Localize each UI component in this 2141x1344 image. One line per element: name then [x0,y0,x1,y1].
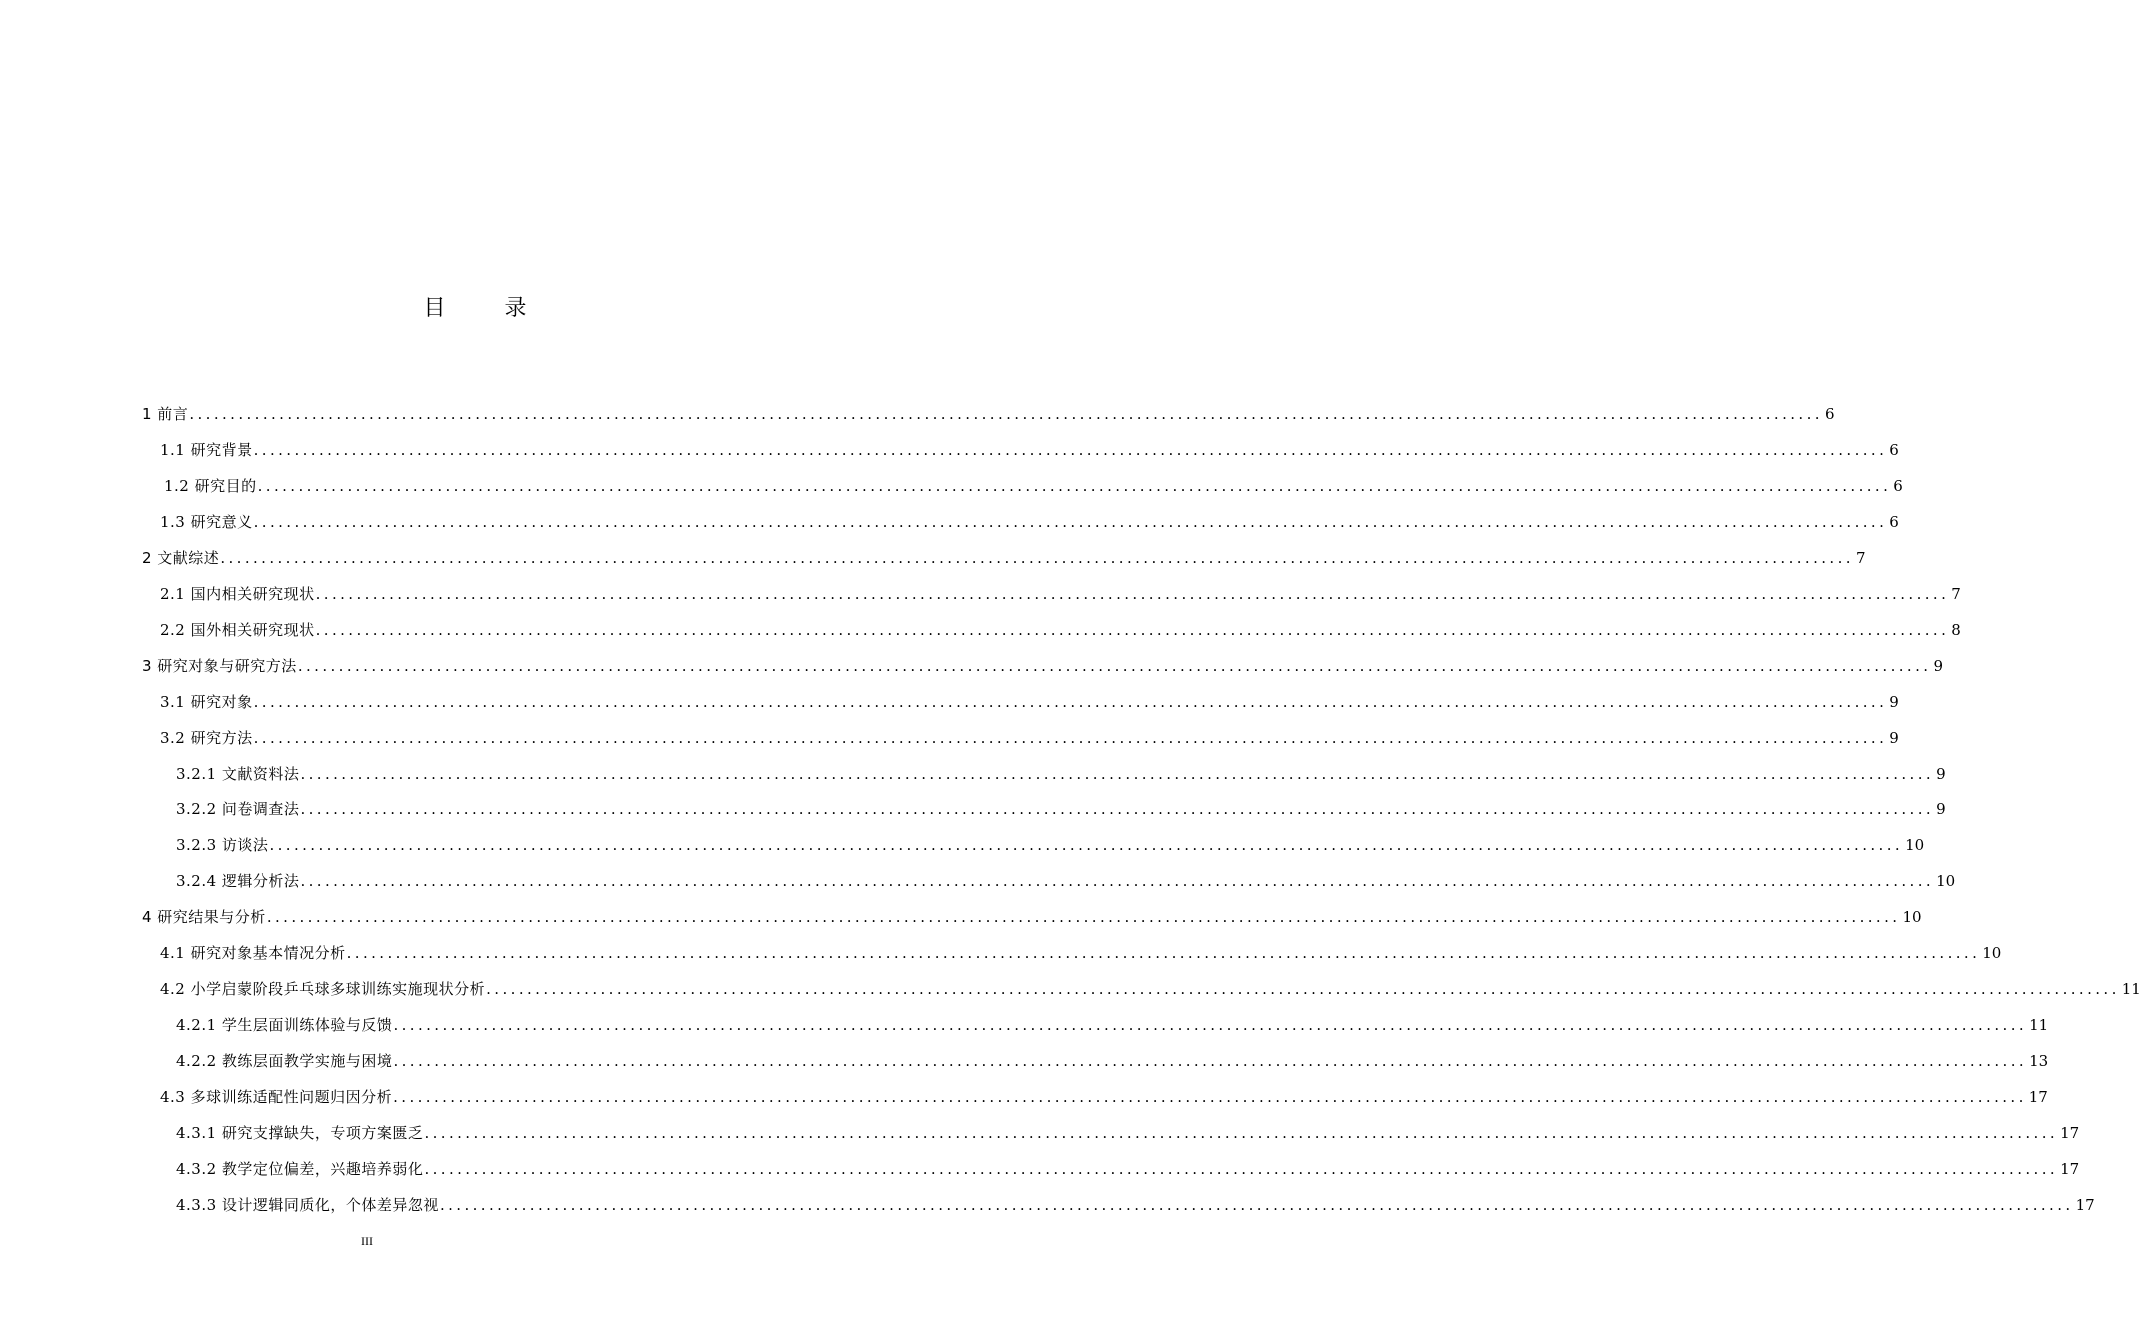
toc-entry-page: 17 [2060,1124,2080,1142]
toc-entry[interactable] [142,540,1866,568]
toc-dot-leader: ........................................................................................................................................................................................................ [424,1124,2059,1142]
toc-entry-page: 6 [1889,512,1899,531]
toc-entry-label: 4.3.2 教学定位偏差，兴趣培养弱化 [176,1159,424,1178]
toc-entry-page: 6 [1893,476,1903,495]
toc-entry-label: 1.3 研究意义 [160,512,253,531]
toc-dot-leader: ........................................................................................................................................................................................................ [393,1088,2027,1107]
toc-dot-leader: ........................................................................................................................................................................................................ [424,1159,2059,1178]
toc-entry-page: 9 [1936,764,1946,783]
toc-entry-label: 4.3.3 设计逻辑同质化，个体差异忽视 [176,1195,439,1214]
toc-entry-page: 6 [1889,440,1899,459]
toc-dot-leader: ........................................................................................................................................................................................................ [253,440,1888,459]
toc-entry-page: 11 [2029,1016,2049,1035]
toc-entry[interactable] [142,396,1835,424]
toc-entry-page: 7 [1855,548,1866,567]
toc-entry[interactable] [176,756,1946,784]
toc-entry-label: 3.2.3 访谈法 [176,836,269,855]
toc-dot-leader: ........................................................................................................................................................................................................ [315,584,1950,603]
toc-entry[interactable] [160,504,1899,532]
footer-page-number: III [361,1234,373,1248]
toc-entry-page: 9 [1936,800,1946,819]
toc-dot-leader: ........................................................................................................................................................................................................ [253,512,1888,531]
toc-entry[interactable] [176,1115,2080,1143]
toc-entry[interactable] [176,1151,2080,1179]
toc-entry[interactable] [176,863,1956,891]
toc-entry-page: 7 [1951,584,1961,603]
toc-dot-leader: ........................................................................................................................................................................................................ [315,620,1950,639]
toc-entry-label: 4.2.2 教练层面教学实施与困境 [176,1052,393,1071]
toc-entry-label: 1 前言 [142,405,189,423]
toc-entry-page: 9 [1889,692,1899,711]
toc-entry-label: 3.2.4 逻辑分析法 [176,872,300,891]
toc-entry[interactable] [176,1187,2095,1215]
toc-entry-page: 6 [1824,405,1835,423]
toc-dot-leader: ........................................................................................................................................................................................................ [220,548,1854,567]
toc-entry-label: 3.2 研究方法 [160,728,253,747]
toc-entry-label: 3.2.1 文献资料法 [176,764,300,783]
toc-entry-label: 2.2 国外相关研究现状 [160,620,315,639]
toc-dot-leader: ........................................................................................................................................................................................................ [300,764,1935,783]
toc-entry-label: 1.1 研究背景 [160,440,253,459]
toc-entry-page: 9 [1889,728,1899,747]
toc-entry-label: 4.1 研究对象基本情况分析 [160,944,346,963]
page-title: 目 录 [423,296,553,321]
toc-entry[interactable] [142,899,1922,927]
toc-entry[interactable] [160,971,2141,999]
toc-entry-page: 10 [1902,908,1922,927]
toc-entry[interactable] [176,1007,2049,1035]
toc-dot-leader: ........................................................................................................................................................................................................ [253,728,1888,747]
toc-entry-label: 3.1 研究对象 [160,692,253,711]
toc-dot-leader: ........................................................................................................................................................................................................ [486,980,2120,999]
toc-entry[interactable] [176,827,1925,855]
toc-entry-page: 13 [2029,1052,2049,1071]
toc-dot-leader: ........................................................................................................................................................................................................ [253,692,1888,711]
toc-dot-leader: ........................................................................................................................................................................................................ [393,1052,2028,1071]
toc-entry[interactable] [160,684,1899,712]
toc-entry-page: 8 [1951,620,1961,639]
toc-dot-leader: ........................................................................................................................................................................................................ [300,800,1935,819]
toc-entry[interactable] [160,432,1899,460]
toc-entry[interactable] [160,612,1961,640]
toc-entry[interactable] [160,935,2002,963]
toc-entry-page: 17 [2028,1088,2048,1107]
toc-dot-leader: ........................................................................................................................................................................................................ [266,908,1901,927]
toc-entry[interactable] [176,791,1946,819]
toc-entry-page: 10 [1982,944,2002,963]
toc-entry-label: 2 文献综述 [142,548,220,567]
toc-entry-label: 4 研究结果与分析 [142,908,266,927]
toc-dot-leader: ........................................................................................................................................................................................................ [257,476,1892,495]
toc-entry-label: 1.2 研究目的 [164,476,257,495]
toc-entry-label: 4.2.1 学生层面训练体验与反馈 [176,1016,393,1035]
toc-dot-leader: ........................................................................................................................................................................................................ [189,405,1823,423]
toc-entry[interactable] [160,576,1961,604]
toc-entry-page: 9 [1933,656,1943,675]
toc-dot-leader: ........................................................................................................................................................................................................ [439,1195,2074,1214]
toc-entry-page: 11 [2121,980,2141,999]
toc-entry[interactable] [160,1079,2048,1107]
toc-entry-label: 4.3 多球训练适配性问题归因分析 [160,1088,393,1107]
toc-dot-leader: ........................................................................................................................................................................................................ [300,872,1935,891]
toc-entry-page: 10 [1936,872,1956,891]
toc-dot-leader: ........................................................................................................................................................................................................ [393,1016,2028,1035]
toc-entry-label: 4.3.1 研究支撑缺失，专项方案匮乏 [176,1124,424,1142]
toc-entry-page: 10 [1905,836,1925,855]
toc-entry-label: 3.2.2 问卷调查法 [176,800,300,819]
toc-dot-leader: ........................................................................................................................................................................................................ [346,944,1981,963]
toc-entry-label: 4.2 小学启蒙阶段乒乓球多球训练实施现状分析 [160,980,486,999]
toc-entry[interactable] [176,1043,2049,1071]
toc-entry-page: 17 [2075,1195,2095,1214]
toc-entry-page: 17 [2060,1159,2080,1178]
toc-entry[interactable] [160,720,1899,748]
toc-entry[interactable] [142,648,1943,676]
toc-entry[interactable] [164,468,1903,496]
toc-dot-leader: ........................................................................................................................................................................................................ [297,656,1932,675]
toc-dot-leader: ........................................................................................................................................................................................................ [269,836,1904,855]
toc-entry-label: 3 研究对象与研究方法 [142,656,297,675]
toc-entry-label: 2.1 国内相关研究现状 [160,584,315,603]
